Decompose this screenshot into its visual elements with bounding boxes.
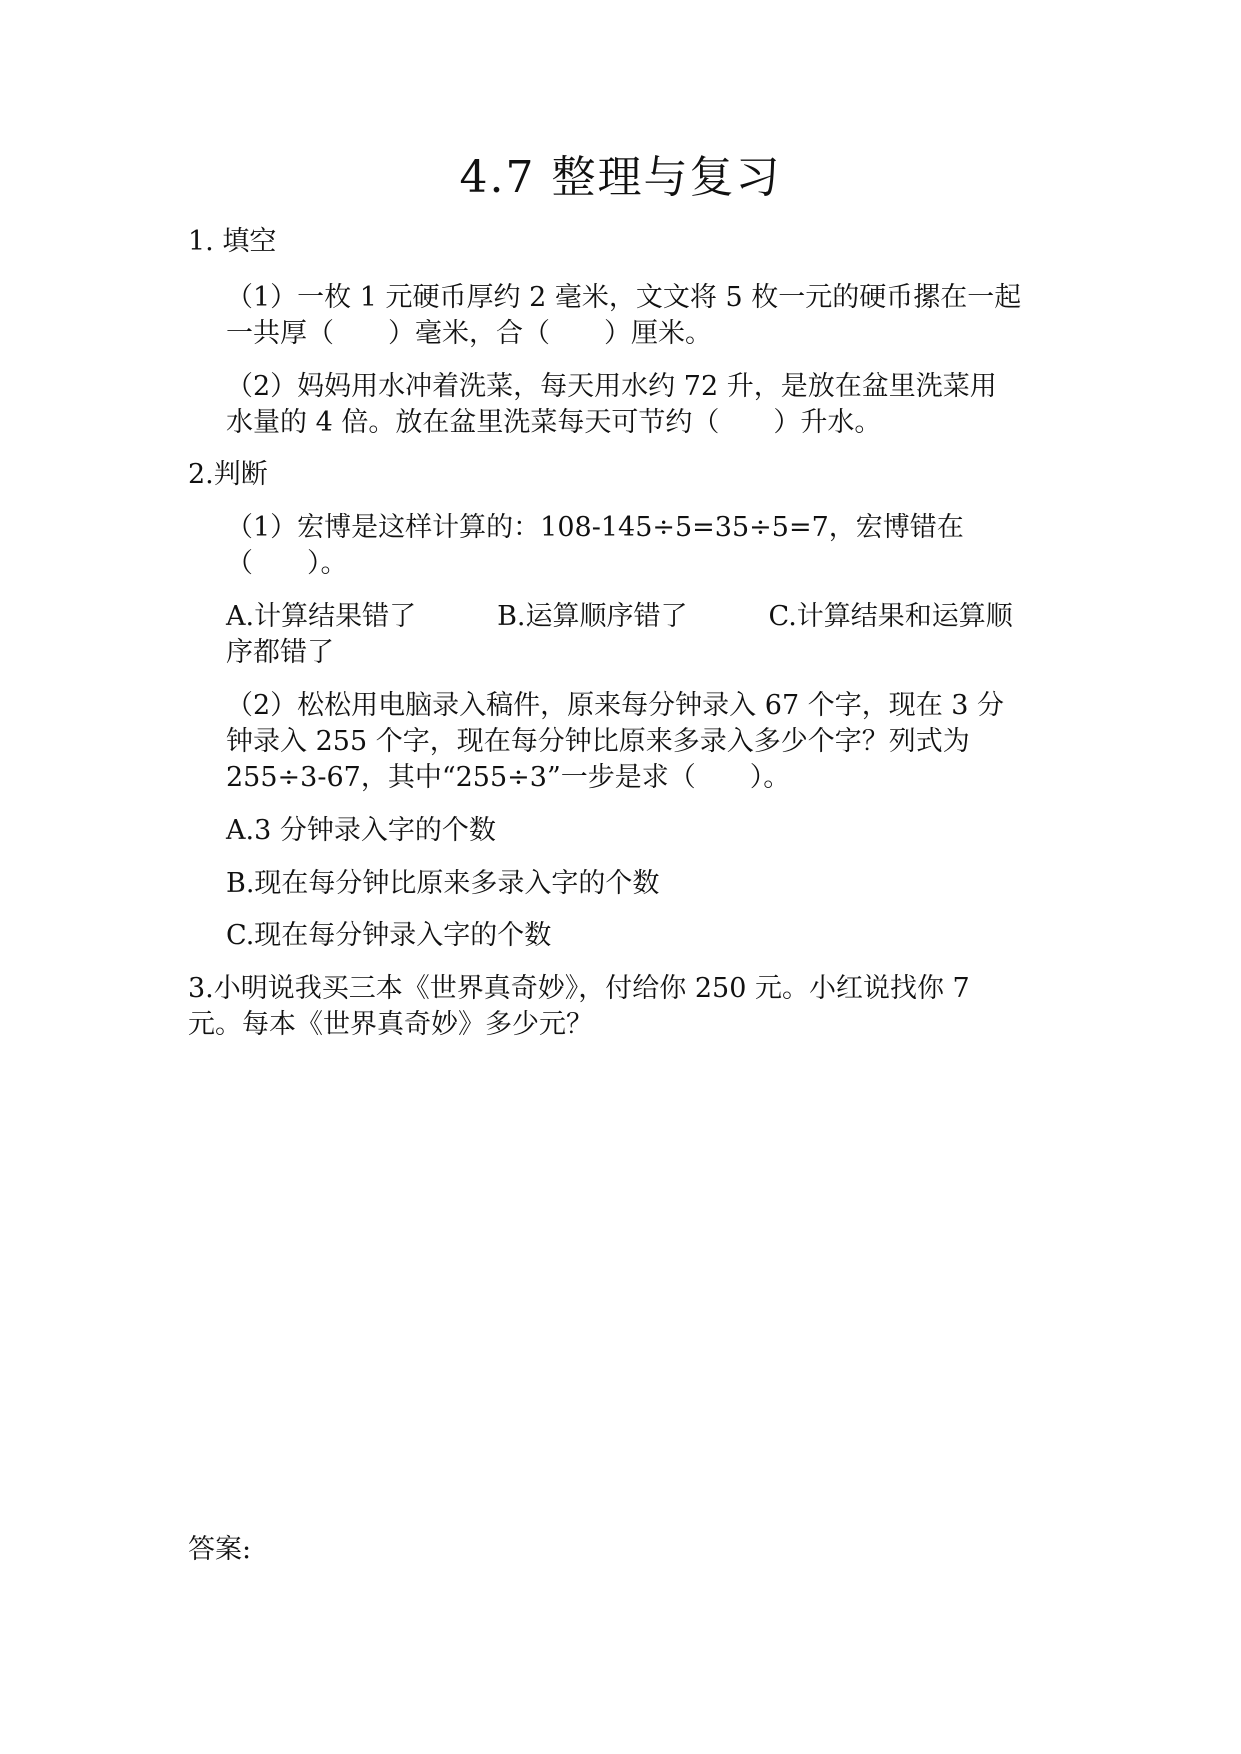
question-3-line-2: 元。每本《世界真奇妙》多少元？ xyxy=(188,1009,593,1040)
question-1-heading: 1. 填空 xyxy=(188,226,277,257)
question-2-item-1-line-2: （ ）。 xyxy=(226,548,348,579)
question-2-item-1-options-line-1: A.计算结果错了 B.运算顺序错了 C.计算结果和运算顺 xyxy=(226,601,1013,632)
answer-label: 答案: xyxy=(188,1534,252,1565)
question-3-line-1: 3.小明说我买三本《世界真奇妙》，付给你 250 元。小红说找你 7 xyxy=(188,973,970,1004)
question-1-item-1-line-1: （1）一枚 1 元硬币厚约 2 毫米，文文将 5 枚一元的硬币摞在一起 xyxy=(226,282,1022,313)
page-title: 4.7 整理与复习 xyxy=(459,152,782,203)
question-2-item-2-option-c: C.现在每分钟录入字的个数 xyxy=(226,920,552,951)
question-2-item-2-option-b: B.现在每分钟比原来多录入字的个数 xyxy=(226,868,660,899)
question-2-item-2-line-1: （2）松松用电脑录入稿件，原来每分钟录入 67 个字，现在 3 分 xyxy=(226,690,1005,721)
question-2-item-2-line-2: 钟录入 255 个字，现在每分钟比原来多录入多少个字？列式为 xyxy=(226,726,970,757)
question-2-item-2-line-3: 255÷3-67，其中“255÷3”一步是求（ ）。 xyxy=(226,762,791,793)
question-2-item-2-option-a: A.3 分钟录入字的个数 xyxy=(226,815,496,846)
question-2-item-1-options-line-2: 序都错了 xyxy=(226,637,334,668)
question-2-heading: 2.判断 xyxy=(188,459,268,490)
question-1-item-2-line-1: （2）妈妈用水冲着洗菜，每天用水约 72 升，是放在盆里洗菜用 xyxy=(226,371,997,402)
question-2-item-1-line-1: （1）宏博是这样计算的：108-145÷5=35÷5=7，宏博错在 xyxy=(226,512,964,543)
question-1-item-2-line-2: 水量的 4 倍。放在盆里洗菜每天可节约（ ）升水。 xyxy=(226,407,882,438)
question-1-item-1-line-2: 一共厚（ ）毫米，合（ ）厘米。 xyxy=(226,318,712,349)
